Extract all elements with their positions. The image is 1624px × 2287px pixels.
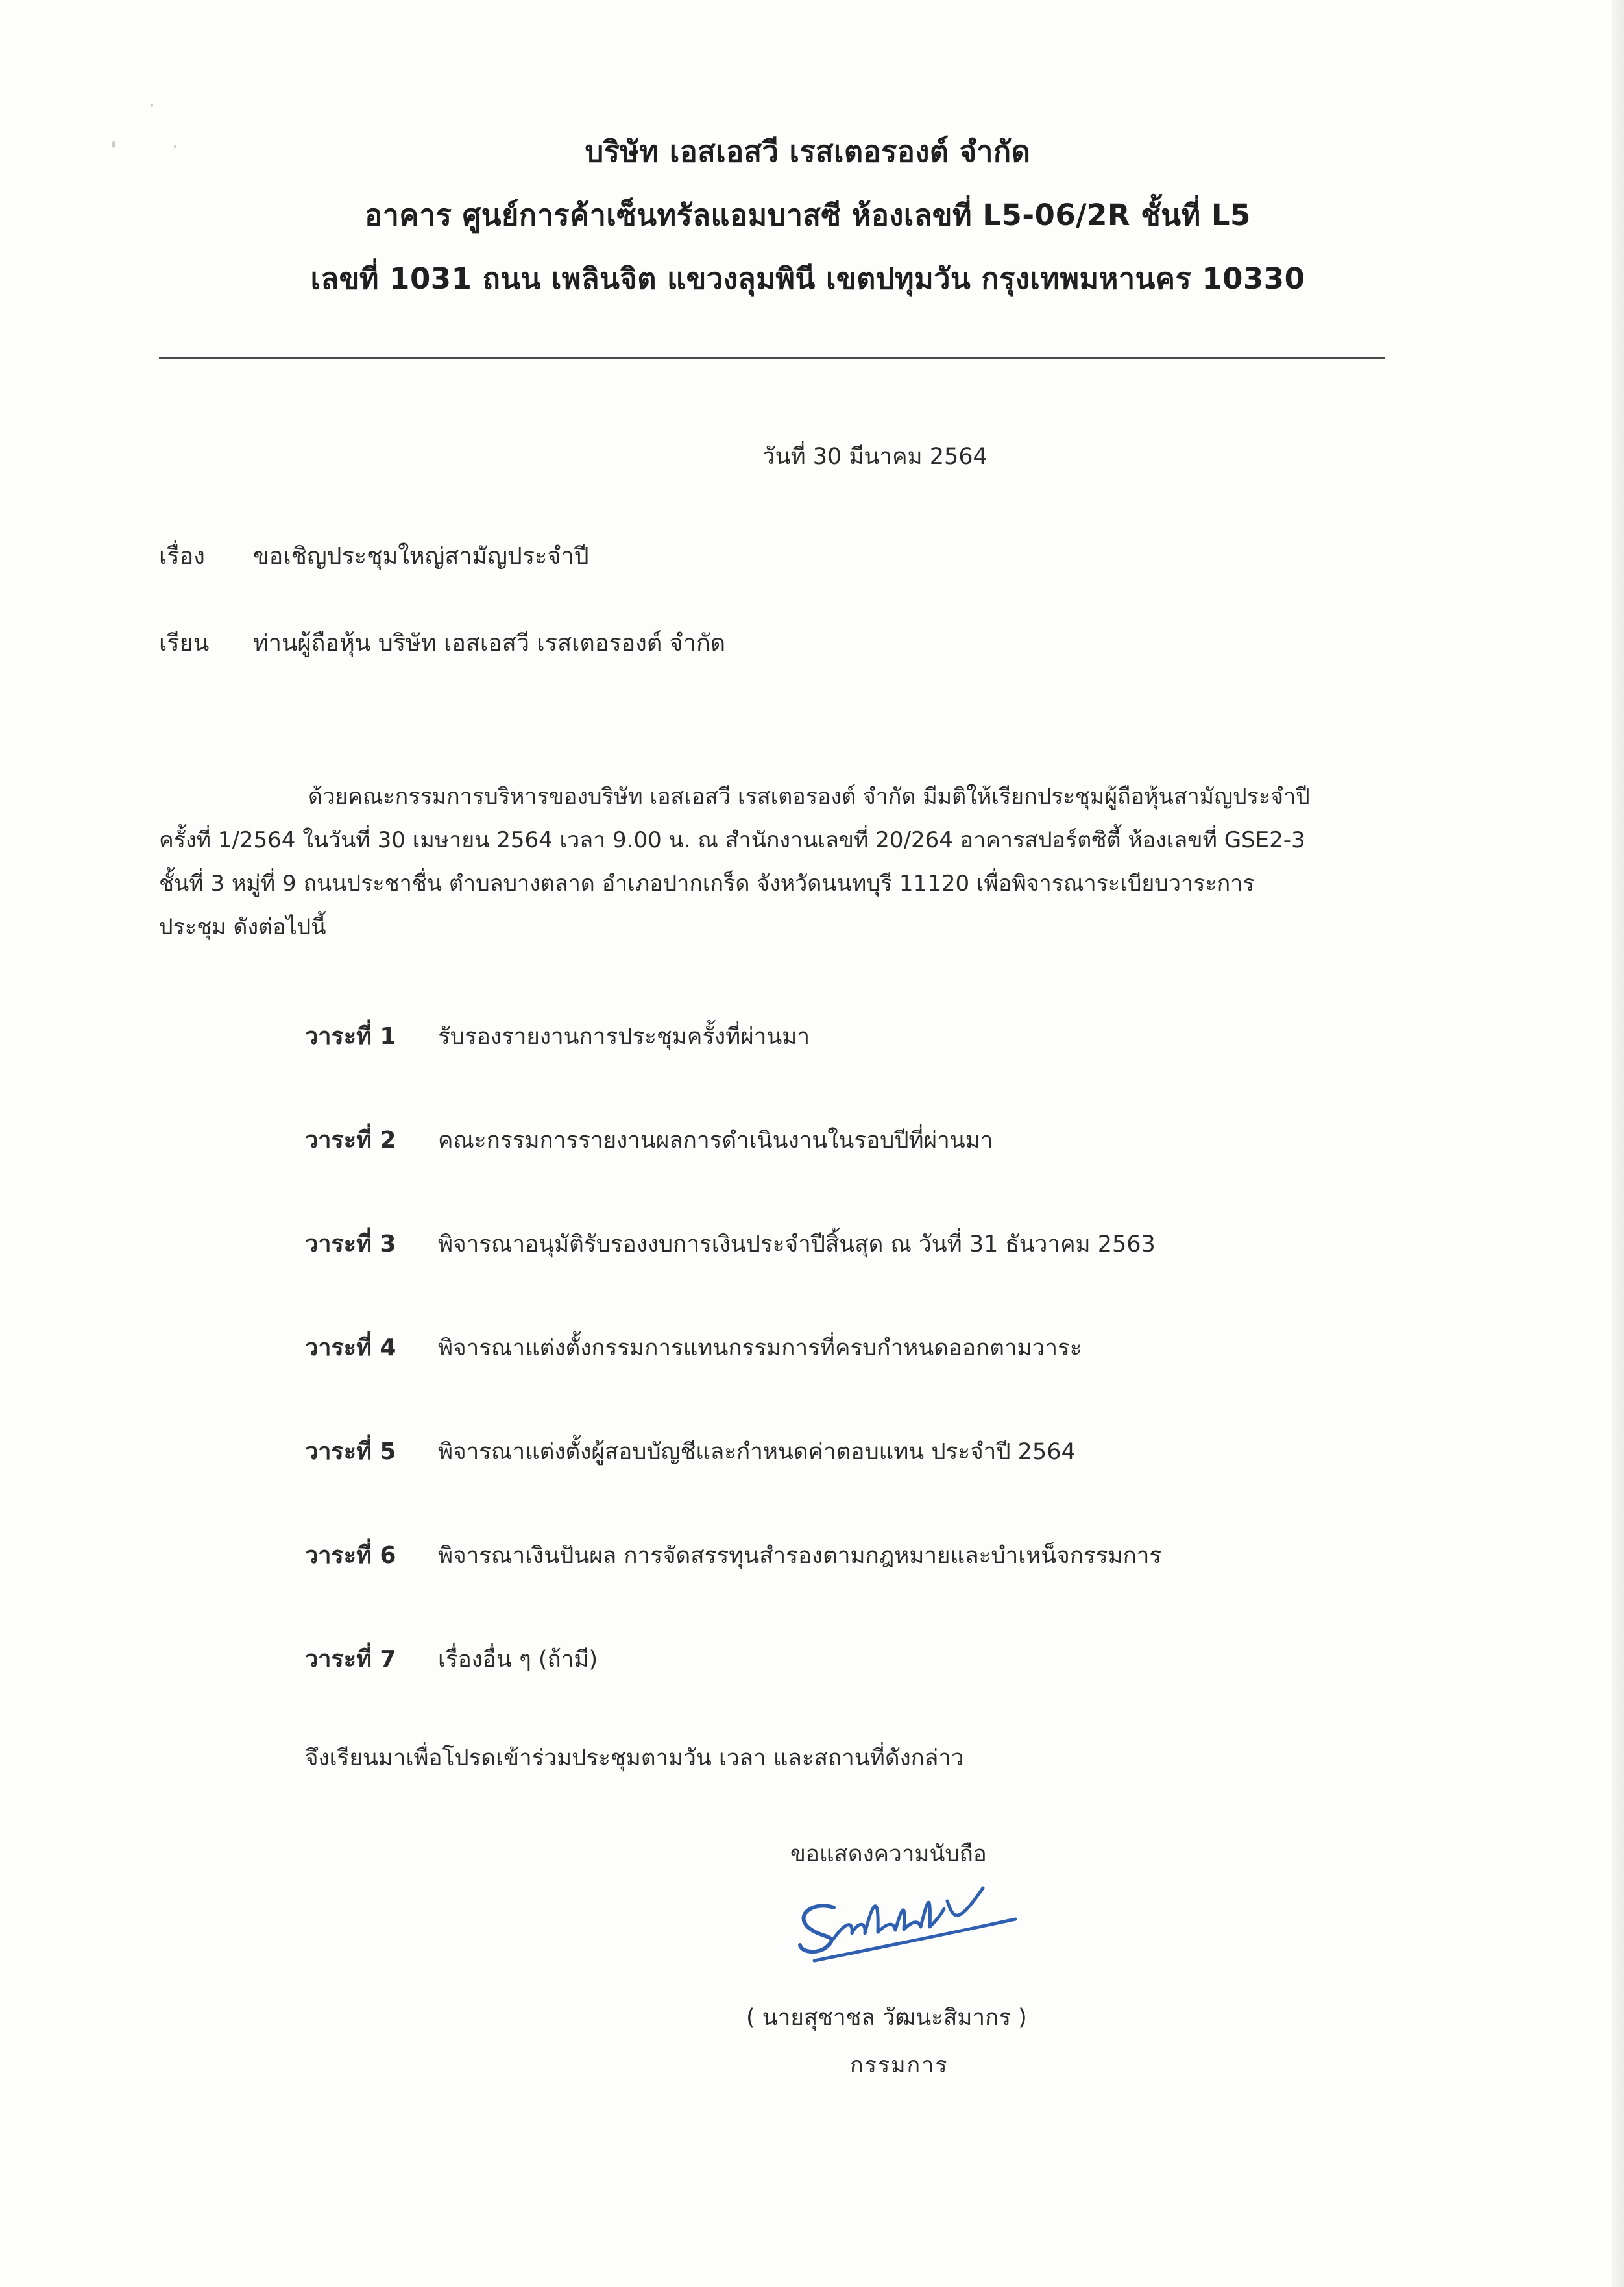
recipient-text: ท่านผู้ถือหุ้น บริษัท เอสเอสวี เรสเตอรองต์ จำกัด	[253, 630, 726, 657]
signer-name: ( นายสุชาชล วัฒนะสิมากร )	[746, 2005, 1027, 2031]
agenda-item	[305, 1329, 1082, 1366]
recipient-label: เรียน	[159, 630, 210, 657]
agenda-number: วาระที่ 5	[305, 1438, 396, 1465]
recipient-line	[159, 624, 725, 661]
agenda-number: วาระที่ 2	[305, 1127, 396, 1154]
agenda-number: วาระที่ 7	[305, 1646, 396, 1673]
agenda-number: วาระที่ 3	[305, 1231, 396, 1257]
body-line: ด้วยคณะกรรมการบริหารของบริษัท เอสเอสวี เรสเตอรองต์ จำกัด มีมติให้เรียกประชุมผู้ถือหุ้นสามัญประจำปี	[308, 784, 1310, 810]
body-line: ประชุม ดังต่อไปนี้	[159, 914, 326, 940]
company-name: บริษัท เอสเอสวี เรสเตอรองต์ จำกัด	[585, 134, 1031, 169]
letterhead	[162, 120, 1453, 311]
agenda-number: วาระที่ 6	[305, 1542, 396, 1569]
agenda-item	[305, 1433, 1076, 1470]
scan-edge	[1612, 0, 1624, 2287]
handwritten-signature	[788, 1862, 1035, 1972]
header-divider	[159, 357, 1385, 359]
agenda-text: พิจารณาแต่งตั้งผู้สอบบัญชีและกำหนดค่าตอบแทน ประจำปี 2564	[438, 1439, 1076, 1465]
body-line: ครั้งที่ 1/2564 ในวันที่ 30 เมษายน 2564 เวลา 9.00 น. ณ สำนักงานเลขที่ 20/264 อาคารสปอร์ตซิตี้ ห้องเลขที่ GSE2-3	[159, 827, 1305, 853]
agenda-item	[305, 1225, 1156, 1262]
closing-sentence: จึงเรียนมาเพื่อโปรดเข้าร่วมประชุมตามวัน เวลา และสถานที่ดังกล่าว	[305, 1745, 964, 1771]
subject-label: เรื่อง	[159, 543, 205, 570]
subject-line	[159, 537, 589, 574]
agenda-text: รับรองรายงานการประชุมครั้งที่ผ่านมา	[438, 1024, 810, 1050]
scan-speck	[151, 104, 153, 107]
agenda-text: เรื่องอื่น ๆ (ถ้ามี)	[438, 1647, 598, 1673]
agenda-item	[305, 1640, 598, 1677]
body-paragraph	[159, 775, 1531, 949]
company-building: อาคาร ศูนย์การค้าเซ็นทรัลแอมบาสซี ห้องเลขที่ L5-06/2R ชั้นที่ L5	[365, 198, 1251, 232]
agenda-text: คณะกรรมการรายงานผลการดำเนินงานในรอบปีที่ผ่านมา	[438, 1128, 993, 1154]
agenda-number: วาระที่ 1	[305, 1023, 396, 1050]
agenda-text: พิจารณาเงินปันผล การจัดสรรทุนสำรองตามกฎหมายและบำเหน็จกรรมการ	[438, 1543, 1162, 1569]
agenda-text: พิจารณาอนุมัติรับรองงบการเงินประจำปีสิ้นสุด ณ วันที่ 31 ธันวาคม 2563	[438, 1231, 1156, 1257]
signer-title: กรรมการ	[850, 2052, 949, 2078]
agenda-text: พิจารณาแต่งตั้งกรรมการแทนกรรมการที่ครบกำหนดออกตามวาระ	[438, 1335, 1082, 1361]
subject-text: ขอเชิญประชุมใหญ่สามัญประจำปี	[253, 543, 589, 570]
company-address: เลขที่ 1031 ถนน เพลินจิต แขวงลุมพินี เขตปทุมวัน กรุงเทพมหานคร 10330	[310, 261, 1305, 296]
scan-speck	[112, 141, 115, 148]
agenda-item	[305, 1017, 810, 1054]
agenda-number: วาระที่ 4	[305, 1335, 396, 1361]
regards-text: ขอแสดงความนับถือ	[790, 1841, 987, 1867]
letter-date: วันที่ 30 มีนาคม 2564	[762, 444, 988, 470]
agenda-item	[305, 1536, 1161, 1573]
body-line: ชั้นที่ 3 หมู่ที่ 9 ถนนประชาชื่น ตำบลบางตลาด อำเภอปากเกร็ด จังหวัดนนทบุรี 11120 เพื่อพิจารณาระเบียบวาระการ	[159, 871, 1255, 897]
agenda-item	[305, 1121, 993, 1158]
